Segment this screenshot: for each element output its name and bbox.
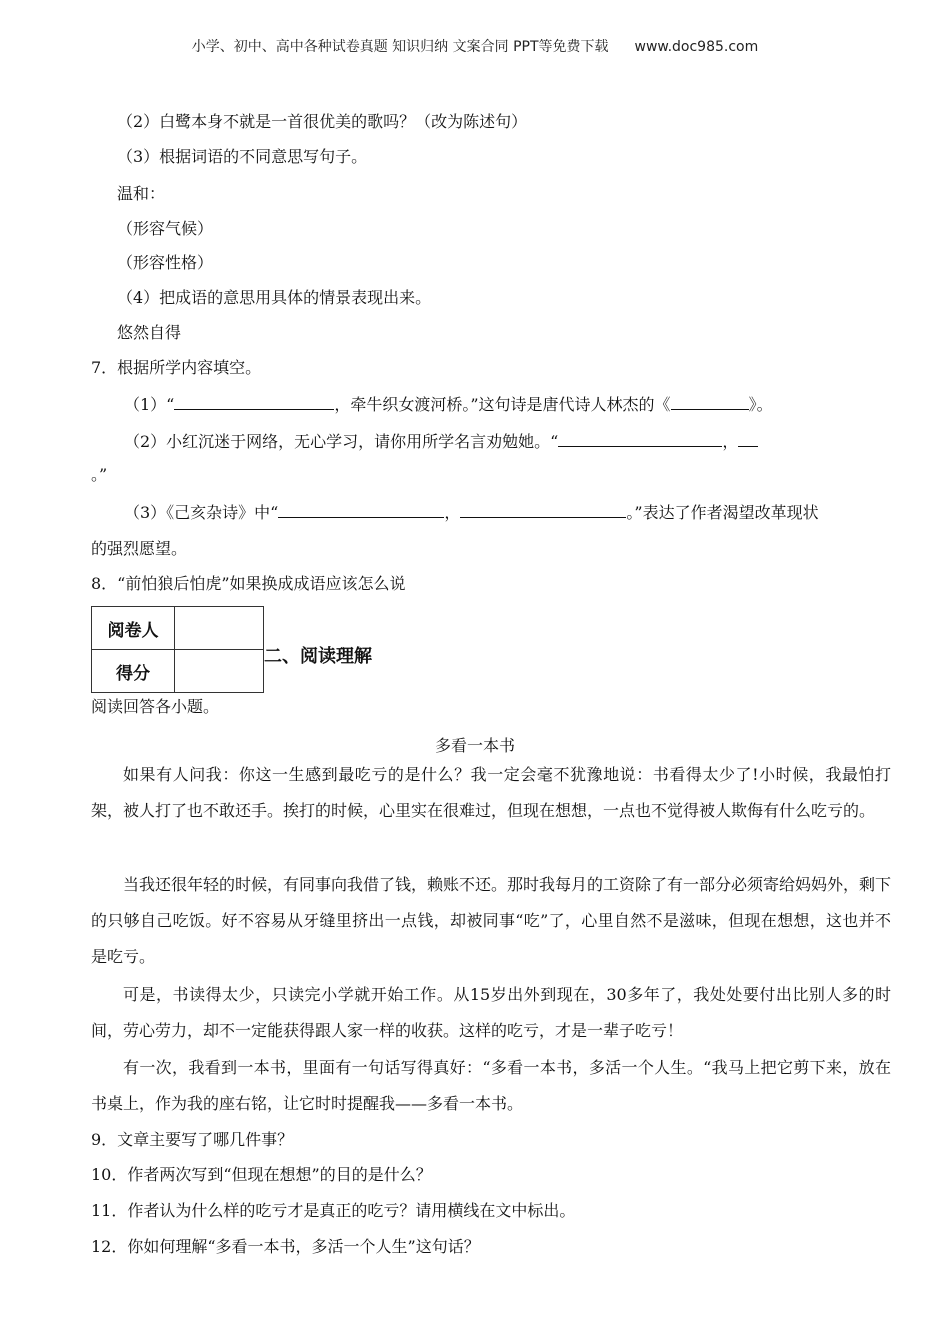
q7-p3-blank-2[interactable] bbox=[460, 502, 626, 518]
q7-p2-blank-2[interactable] bbox=[738, 431, 758, 447]
q7-part2-end: 。” bbox=[91, 465, 108, 484]
q6-character: （形容性格） bbox=[117, 253, 214, 272]
q6-word: 温和： bbox=[117, 184, 166, 203]
q7-p2-blank-1[interactable] bbox=[558, 431, 722, 447]
question-10: 10．作者两次写到“但现在想想”的目的是什么？ bbox=[91, 1165, 432, 1184]
q7-part3-end: 的强烈愿望。 bbox=[91, 539, 188, 558]
score-cell[interactable] bbox=[175, 650, 264, 693]
q7-p1-text-a: （1）“ bbox=[124, 395, 175, 414]
q6-part2: （2）白鹭本身不就是一首很优美的歌吗？（改为陈述句） bbox=[117, 112, 528, 131]
q6-idiom: 悠然自得 bbox=[117, 323, 182, 342]
q7-part1 bbox=[124, 394, 773, 415]
story-paragraph-1: 如果有人问我：你这一生感到最吃亏的是什么？我一定会毫不犹豫地说：书看得太少了!小时候，我最怕打架，被人打了也不敢还手。挨打的时候，心里实在很难过，但现在想想，一点也不觉得被人欺侮有什么吃亏的。 bbox=[91, 765, 891, 820]
q7-part3 bbox=[124, 502, 819, 523]
question-9: 9．文章主要写了哪几件事？ bbox=[91, 1130, 294, 1149]
q6-climate: （形容气候） bbox=[117, 219, 214, 238]
q6-part4: （4）把成语的意思用具体的情景表现出来。 bbox=[117, 288, 432, 307]
q7-p1-text-b: ，牵牛织女渡河桥。”这句诗是唐代诗人林杰的《 bbox=[334, 395, 671, 414]
question-12: 12．你如何理解“多看一本书，多活一个人生”这句话？ bbox=[91, 1237, 480, 1256]
q7-p3-text-a: （3）《己亥杂诗》中“ bbox=[124, 503, 279, 522]
q7-p3-blank-1[interactable] bbox=[278, 502, 444, 518]
page-header bbox=[0, 36, 950, 56]
header-text: 小学、初中、高中各种试卷真题 知识归纳 文案合同 PPT等免费下载 bbox=[191, 39, 609, 55]
q7-p3-text-b: ， bbox=[444, 503, 461, 522]
header-url[interactable]: www.doc985.com bbox=[634, 39, 759, 55]
q7-p1-text-c: 》。 bbox=[748, 395, 773, 414]
question-11: 11．作者认为什么样的吃亏才是真正的吃亏？请用横线在文中标出。 bbox=[91, 1201, 576, 1220]
story-title: 多看一本书 bbox=[434, 736, 515, 755]
q7-p1-blank-1[interactable] bbox=[174, 394, 334, 410]
q7-p2-text-b: ， bbox=[722, 432, 739, 451]
q7-p1-blank-2[interactable] bbox=[671, 394, 749, 410]
reviewer-label: 阅卷人 bbox=[92, 607, 175, 650]
section-title: 二、阅读理解 bbox=[264, 646, 372, 667]
story-paragraph-2: 当我还很年轻的时候，有同事向我借了钱，赖账不还。那时我每月的工资除了有一部分必须寄给妈妈外，剩下的只够自己吃饭。好不容易从牙缝里挤出一点钱，却被同事“吃”了，心里自然不是滋味，但现在想想，这也并不是吃亏。 bbox=[91, 875, 892, 966]
q7-p3-text-c: 。”表达了作者渴望改革现状 bbox=[626, 503, 819, 522]
q7-title: 7．根据所学内容填空。 bbox=[91, 358, 262, 377]
score-label: 得分 bbox=[92, 650, 175, 693]
q7-p2-text-a: （2）小红沉迷于网络，无心学习，请你用所学名言劝勉她。“ bbox=[124, 432, 559, 451]
score-box bbox=[91, 606, 264, 693]
q6-part3: （3）根据词语的不同意思写句子。 bbox=[117, 147, 368, 166]
story-paragraph-4: 有一次，我看到一本书，里面有一句话写得真好：“多看一本书，多活一个人生。“我马上把它剪下来，放在书桌上，作为我的座右铭，让它时时提醒我——多看一本书。 bbox=[91, 1058, 891, 1113]
q7-part2 bbox=[124, 431, 758, 452]
q8: 8．“前怕狼后怕虎”如果换成成语应该怎么说 bbox=[91, 574, 406, 593]
read-intro: 阅读回答各小题。 bbox=[91, 697, 220, 716]
reviewer-cell[interactable] bbox=[175, 607, 264, 650]
story-paragraph-3: 可是，书读得太少，只读完小学就开始工作。从15岁出外到现在，30多年了，我处处要付出比别人多的时间，劳心劳力，却不一定能获得跟人家一样的收获。这样的吃亏，才是一辈子吃亏！ bbox=[91, 985, 891, 1040]
